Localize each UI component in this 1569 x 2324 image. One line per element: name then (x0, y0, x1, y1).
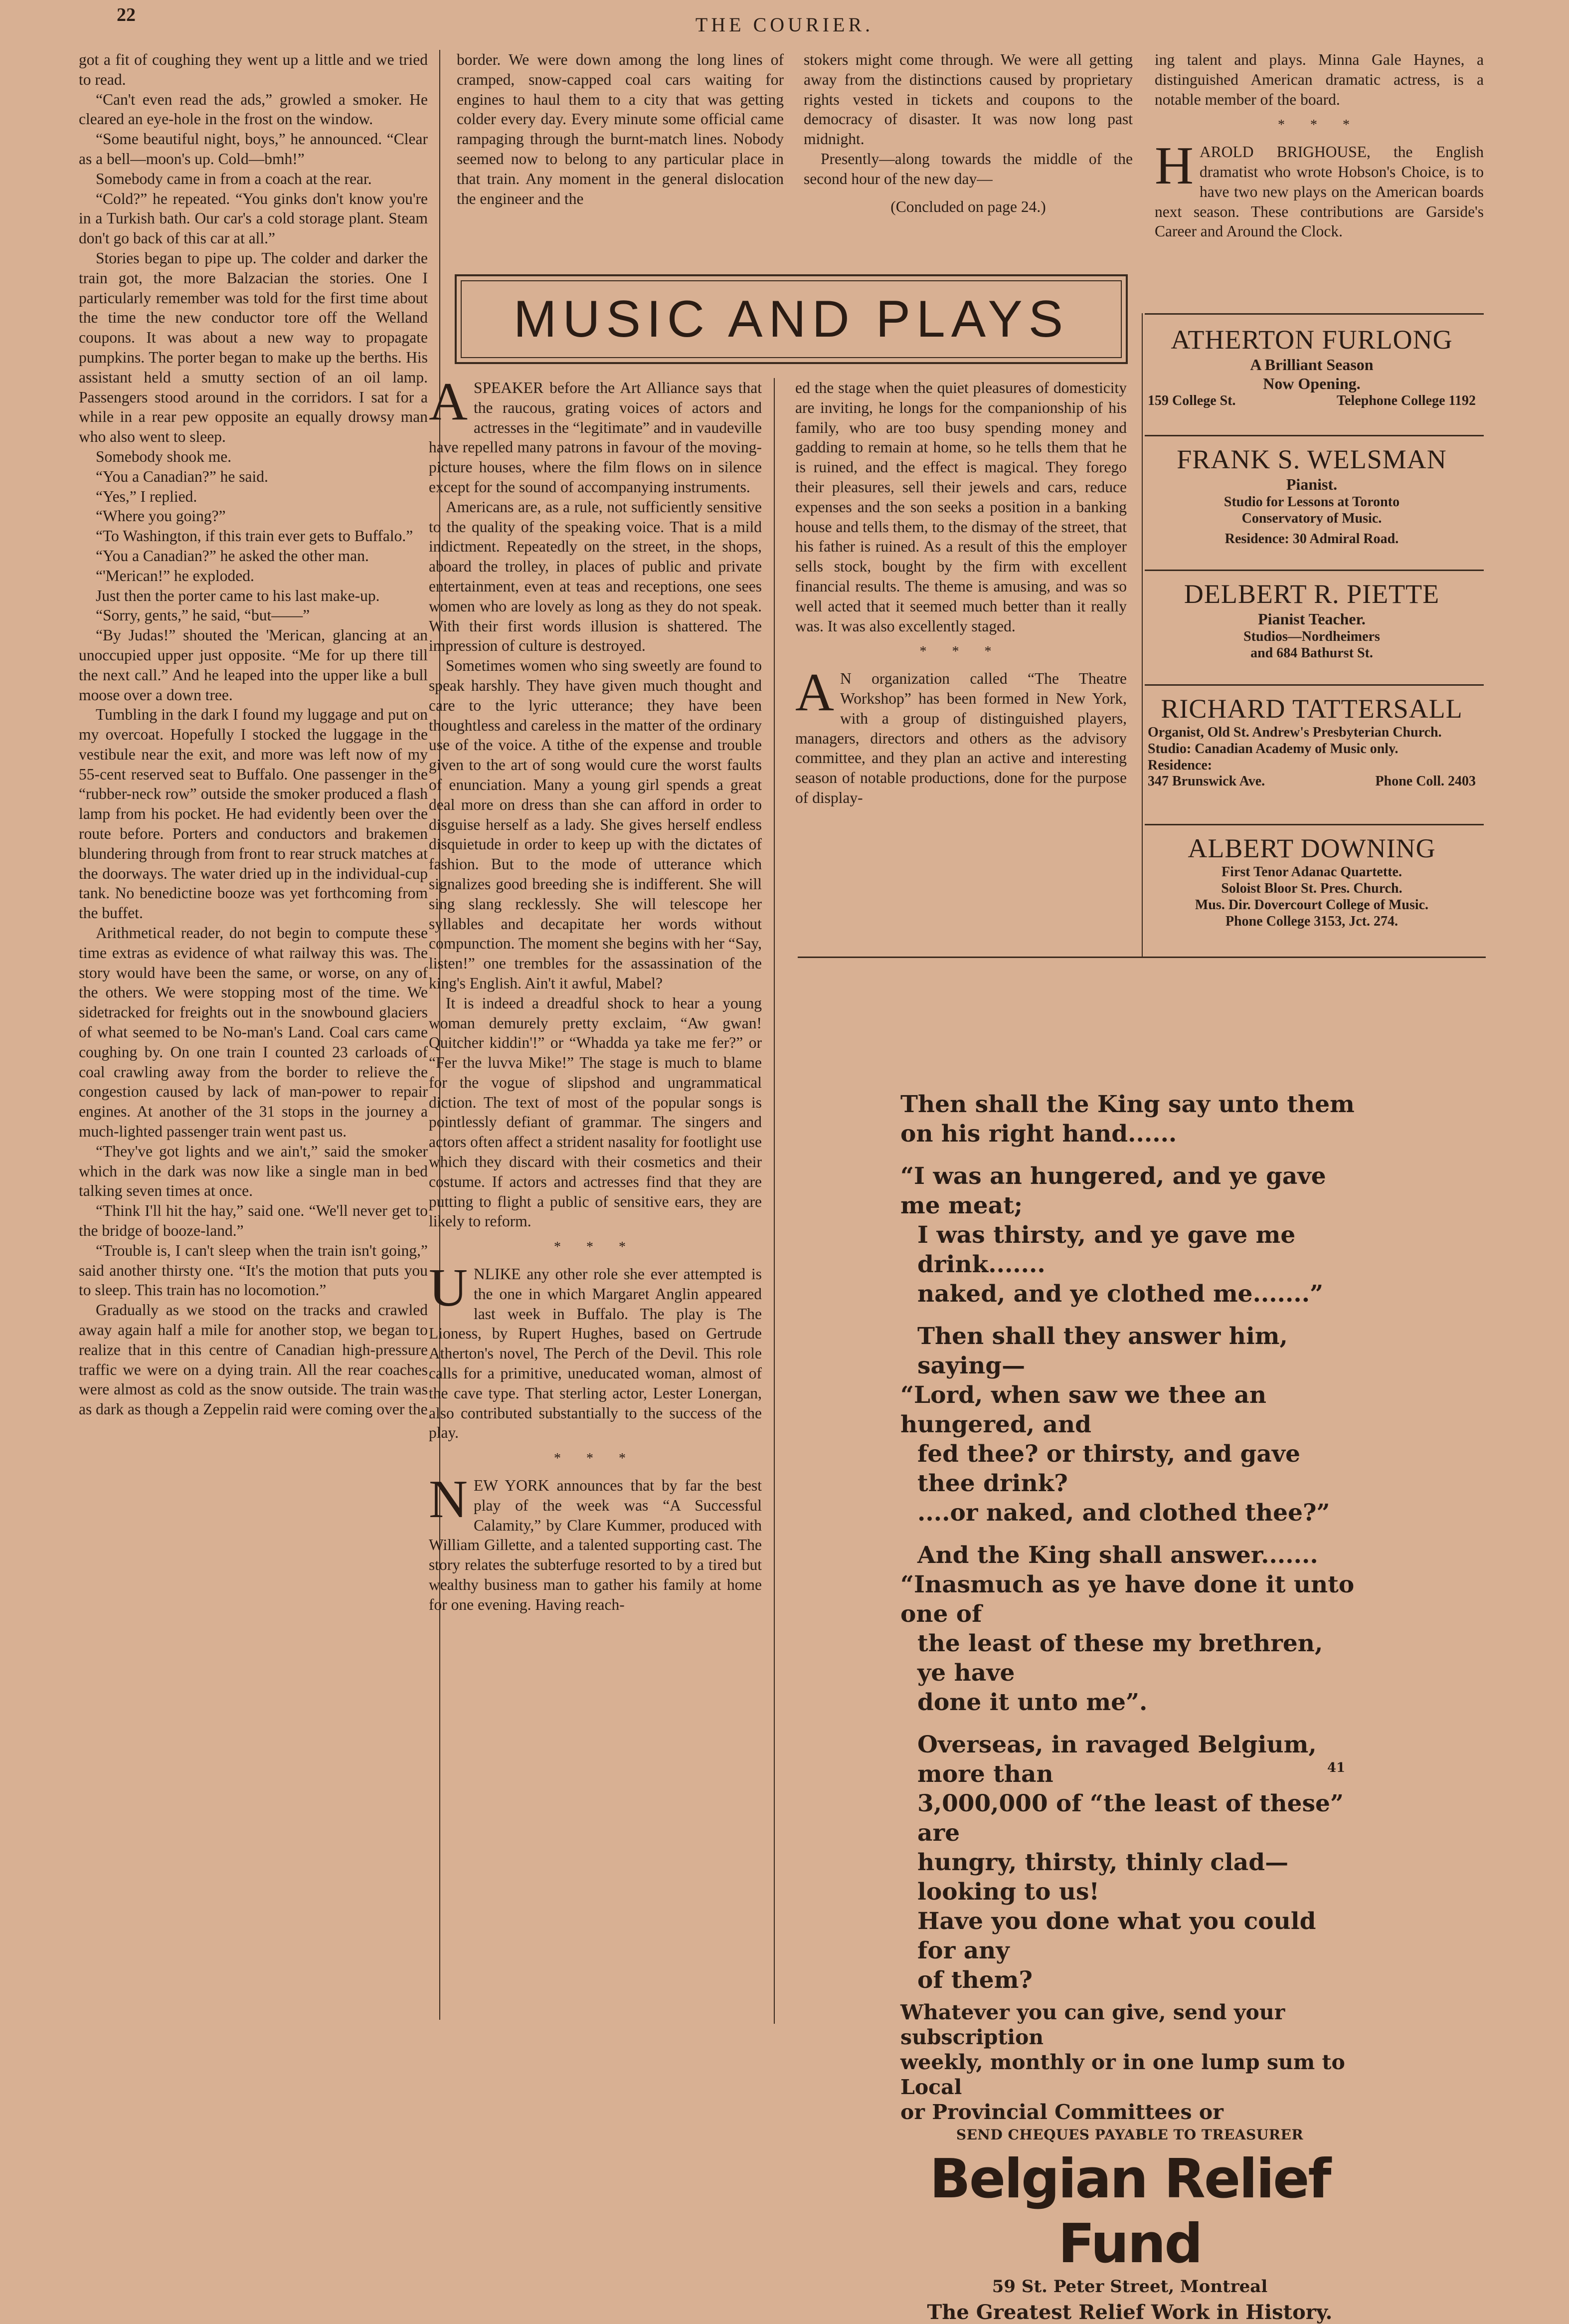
article-paragraph: “Some beautiful night, boys,” he announced. “Clear as a bell—moon's up. Cold—bmh!” (79, 130, 428, 168)
card-contact: 159 College St. (1148, 393, 1236, 408)
article-paragraph: “You a Canadian?” he said. (96, 467, 268, 485)
card-name: ATHERTON FURLONG (1171, 325, 1453, 355)
dropcap-paragraph (795, 663, 1127, 808)
card-name: DELBERT R. PIETTE (1184, 579, 1440, 609)
card-detail: Mus. Dir. Dovercourt College of Music. (1195, 897, 1429, 913)
card-detail: and 684 Bathurst St. (1250, 645, 1373, 661)
article-paragraph: Sometimes women who sing sweetly are found to speak harshly. They have given much thought and care to the lyric utterance; they have been thoughtless and careless in the matter of the ordinary use of the voice. A tithe of the expense and trouble given to the art of song would cure the worst faults of enunciation. Many a young girl spends a great deal more on dress than she can afford in order to disguise herself as a lady. She gives herself endless disquietude in order to keep up with the dictates of fashion. But to the mode of utterance which signalizes good breeding she is indifferent. She will sing slang recklessly. She will telescope her syllables and decapitate her words without compunction. The moment she begins with her “Say, listen!” one trembles for the assassination of the king's English. Ain't it awful, Mabel? (429, 657, 762, 992)
newspaper-name: THE COURIER. (695, 13, 874, 36)
card-detail: Conservatory of Music. (1241, 511, 1382, 526)
dropcap-text: SPEAKER before the Art Alliance says that the raucous, grating voices of actors and actresses in the “legitimate” and in vaudeville have repelled many patrons in favour of the moving-picture houses, where the film flows on in silence except for the sound of accompanying instruments. (429, 379, 762, 496)
section-separator: * * * (554, 1451, 637, 1467)
card-contact: Phone Coll. 2403 (1375, 774, 1476, 789)
card-divider (1145, 684, 1484, 686)
fund-name: Belgian Relief Fund (929, 2148, 1330, 2275)
article-paragraph: Just then the porter came to his last make-up. (96, 586, 380, 604)
card-contact-row (1145, 774, 1479, 789)
professional-card (1145, 579, 1479, 661)
section-separator: * * * (554, 1239, 637, 1255)
ad-line: And the King shall answer....... (917, 1542, 1318, 1569)
fund-address: 59 St. Peter Street, Montreal (992, 2277, 1268, 2297)
music-column-divider (774, 378, 775, 2024)
cards-divider (1142, 313, 1143, 957)
article-paragraph: It is indeed a dreadful shock to hear a young woman demurely pretty exclaim, “Aw gwan! Quitcher kiddin'!” or “Whadda ya take me fer?” or “Fer the luvva Mike!” The stage is much to blame for the vogue of slipshod and ungrammatical diction. The text of most of the popular songs is pointlessly defiant of grammar. The singers and actors often affect a strident nasality for footlight use which they discard with their cosmetics and their costume. If actors and actresses find that they are putting to flight a public of sensitive ears, they are likely to reform. (429, 994, 762, 1230)
continued-notice: (Concluded on page 24.) (890, 197, 1046, 215)
section-title: MUSIC AND PLAYS (513, 290, 1069, 348)
column-4-notes (1155, 50, 1484, 241)
article-paragraph: stokers might come through. We were all getting away from the distinctions caused by proprietary rights vested in tickets and coupons to the democracy of disaster. It was now long past midnight. (804, 51, 1133, 148)
article-paragraph: Somebody shook me. (96, 447, 232, 465)
article-paragraph: “'Merican!” he exploded. (96, 567, 254, 584)
music-and-plays-inner-frame (461, 280, 1122, 358)
page-number: 22 (117, 4, 136, 25)
ad-line: I was thirsty, and ye gave me drink....... (917, 1221, 1296, 1278)
ad-line: ....or naked, and clothed thee?” (917, 1499, 1330, 1527)
section-separator: * * * (1278, 117, 1361, 133)
ad-line: hungry, thirsty, thinly clad—looking to us! (917, 1849, 1289, 1906)
article-paragraph: “Can't even read the ads,” growled a smoker. He cleared an eye-hole in the frost on the window. (79, 90, 428, 128)
dropcap-text: NLIKE any other role she ever attempted is the one in which Margaret Anglin appeared last week in Buffalo. The play is The Lioness, by Rupert Hughes, based on Gertrude Atherton's novel, The Perch of the Devil. This role calls for a primitive, uneducated woman, almost of the cave type. That sterling actor, Lester Lonergan, also contributed substantially to the success of the play. (429, 1265, 762, 1442)
article-paragraph: “Trouble is, I can't sleep when the train isn't going,” said another thirsty one. “It's the motion that puts you to sleep. This train has no locomotion.” (79, 1241, 428, 1299)
cheques-instruction: SEND CHEQUES PAYABLE TO TREASURER (956, 2127, 1304, 2143)
card-line: A Brilliant Season (1250, 356, 1374, 374)
card-name: RICHARD TATTERSALL (1161, 694, 1463, 724)
professional-card (1145, 444, 1479, 547)
card-divider (1145, 435, 1484, 436)
ad-top-rule (798, 957, 1486, 958)
drop-cap-letter: U (429, 1258, 468, 1318)
music-column-b (795, 378, 1127, 808)
dropcap-paragraph (429, 1258, 762, 1443)
article-paragraph: “They've got lights and we ain't,” said the smoker which in the dark was now like a single man in bed talking seven times at once. (79, 1142, 428, 1200)
card-detail: Phone College 3153, Jct. 274. (1225, 914, 1398, 929)
card-contact: Telephone College 1192 (1337, 393, 1476, 408)
ad-line: Then shall the King say unto them (900, 1091, 1355, 1118)
column-3-article-continuation (804, 50, 1133, 216)
card-residence: Residence: 30 Admiral Road. (1224, 531, 1399, 547)
ad-line: “Lord, when saw we thee an hungered, and (900, 1381, 1266, 1438)
ad-line: done it unto me”. (917, 1689, 1148, 1716)
ad-line: naked, and ye clothed me.......” (917, 1280, 1324, 1308)
article-paragraph: ed the stage when the quiet pleasures of domesticity are inviting, he longs for the companionship of his family, who are too busy spending money and gadding to remain at home, so he tells them that he is ruined, and the effect is magical. They forego their pleasures, sell their jewels and cars, reduce expenses and the son seeks a position in a banking house and tells them, to the dismay of the street, that his father is ruined. As a result of this the employer sells stock, bought by the firm with excellent financial results. The theme is amusing, and was so well acted that it seemed much better than it really was. It was also excellently staged. (795, 379, 1127, 635)
dropcap-text: EW YORK announces that by far the best play of the week was “A Successful Calamity,” by Clare Kummer, produced with William Gillette, and a talented supporting cast. The story relates the subterfuge resorted to by a tired but wealthy business man to gather his family at home for one evening. Having reach- (429, 1477, 762, 1613)
ad-line: of them? (917, 1966, 1033, 1994)
ad-line: “I was an hungered, and ye gave me meat; (900, 1162, 1326, 1219)
professional-card (1145, 833, 1479, 930)
card-divider (1145, 824, 1484, 825)
column-2-article-continuation (457, 50, 784, 208)
drop-cap-letter: A (795, 663, 834, 723)
ad-line: 3,000,000 of “the least of these” are (917, 1790, 1344, 1847)
music-and-plays-header-box (455, 274, 1128, 364)
music-column-a (429, 372, 762, 1615)
card-detail: First Tenor Adanac Quartette. (1221, 864, 1402, 880)
drop-cap-letter: A (429, 372, 468, 431)
dropcap-text: N organization called “The Theatre Workshop” has been formed in New York, with a group of distinguished players, managers, directors and others as the advisory committee, and they plan an active and interesting season of notable productions, done for the purpose of display- (795, 670, 1127, 806)
article-paragraph: Presently—along towards the middle of the second hour of the new day— (804, 150, 1133, 188)
dropcap-paragraph (429, 372, 762, 497)
article-paragraph: got a fit of coughing they went up a little and we tried to read. (79, 51, 428, 88)
ad-line: the least of these my brethren, ye have (917, 1630, 1323, 1687)
section-separator: * * * (919, 644, 1003, 660)
ad-line: “Inasmuch as ye have done it unto one of (900, 1571, 1355, 1628)
article-paragraph: Tumbling in the dark I found my luggage and put on my overcoat. Hopefully I stocked the luggage in the vestibule near the exit, and more was left now of my 55-cent reserved seat to Buffalo. One passenger in the “rubber-neck row” outside the smoker produced a flash lamp from his pocket. He had evidently been over the route before. Porters and conductors and brakemen blundering through from front to rear struck matches at the doorways. The water dried up in the individual-cup tank. No benedictine booze was yet forthcoming from the buffet. (79, 706, 428, 922)
article-paragraph: “By Judas!” shouted the 'Merican, glancing at an unoccupied upper just opposite. “Me for up there till the next call.” And he leaped into the upper like a bull moose over a down tree. (79, 626, 428, 704)
article-paragraph: “Sorry, gents,” he said, “but——” (96, 606, 310, 624)
ad-line: Overseas, in ravaged Belgium, more than (917, 1731, 1317, 1788)
dropcap-paragraph (1155, 136, 1484, 241)
drop-cap-letter: N (429, 1470, 468, 1530)
ad-line: Then shall they answer him, saying— (917, 1323, 1288, 1379)
card-line: Studio: Canadian Academy of Music only. (1148, 741, 1398, 757)
article-paragraph: Gradually as we stood on the tracks and crawled away again half a mile for another stop, we began to realize that in this centre of Canadian high-pressure traffic we were on a dying train. All the rear coaches were almost as cold as the snow outside. The train was as dark as though a Zeppelin raid were coming over the (79, 1301, 428, 1418)
article-paragraph: Stories began to pipe up. The colder and darker the train got, the more Balzacian the stories. One I particularly remember was told for the first time about the time the new conductor tore off the Welland coupons. It was about a new way to propagate pumpkins. The porter began to make up the berths. His assistant held a smutty section of an oil lamp. Passengers stood around in the corridors. I sat for a while in a rear pew opposite an equally drowsy man who also went to sleep. (79, 249, 428, 446)
ad-line: or Provincial Committees or (900, 2100, 1223, 2124)
article-paragraph: Americans are, as a rule, not sufficiently sensitive to the quality of the speaking voice. That is a mild indictment. Repeatedly on the street, in the shops, aboard the trolley, in places of public and private entertainment, even at teas and receptions, one sees women who are lovely as long as they do not speak. With their first words illusion is shattered. The impression of culture is destroyed. (429, 498, 762, 655)
ad-line: Whatever you can give, send your subscription (900, 2000, 1285, 2049)
article-paragraph: Somebody came in from a coach at the rear. (96, 170, 372, 188)
drop-cap-letter: H (1155, 136, 1194, 196)
card-line: Now Opening. (1263, 375, 1361, 392)
ad-line: fed thee? or thirsty, and gave thee drink? (917, 1440, 1300, 1497)
article-paragraph: “You a Canadian?” he asked the other man. (96, 547, 369, 565)
professional-card (1145, 693, 1479, 789)
card-line: Organist, Old St. Andrew's Presbyterian Church. (1148, 725, 1442, 740)
card-line: Pianist. (1286, 475, 1338, 493)
article-paragraph: “To Washington, if this train ever gets to Buffalo.” (96, 527, 413, 545)
card-detail: Studio for Lessons at Toronto (1223, 494, 1400, 510)
ad-line: Have you done what you could for any (917, 1908, 1316, 1964)
article-paragraph: Arithmetical reader, do not begin to compute these time extras as evidence of what railway this was. The story would have been the same, or worse, on any of the others. We were stopping most of the time. We sidetracked for freights out in the snowbound glaciers of what seemed to be No-man's Land. Coal cars came coughing by. On one train I counted 23 carloads of coal crawling away from the border to relieve the congestion caused by lack of man-power to repair engines. At another of the 31 stops in the journey a much-lighted passenger train went past us. (79, 924, 428, 1141)
dropcap-paragraph (429, 1470, 762, 1615)
belgian-relief-fund-ad (900, 1090, 1359, 2324)
article-paragraph: “Where you going?” (96, 507, 226, 525)
card-line: Pianist Teacher. (1258, 610, 1366, 628)
card-contact: 347 Brunswick Ave. (1148, 774, 1265, 789)
article-paragraph: ing talent and plays. Minna Gale Haynes, a distinguished American dramatic actress, is a notable member of the board. (1155, 51, 1484, 108)
ad-line: weekly, monthly or in one lump sum to Local (900, 2050, 1345, 2099)
article-paragraph: “Cold?” he repeated. “You ginks don't know you're in a Turkish bath. Our car's a cold storage plant. Steam don't go back of this car at all.” (79, 190, 428, 247)
dropcap-text: AROLD BRIGHOUSE, the English dramatist who wrote Hobson's Choice, is to have two new plays on the American boards next season. These contributions are Garside's Career and Around the Clock. (1155, 143, 1484, 240)
card-name: ALBERT DOWNING (1188, 833, 1436, 863)
article-paragraph: border. We were down among the long lines of cramped, snow-capped coal cars waiting for engines to haul them to a city that was getting colder every day. Every minute some official came rampaging through the burnt-match lines. Nobody seemed now to belong to any particular place in that train. Any moment in the general dislocation the engineer and the (457, 51, 784, 207)
ad-marker: 41 (1327, 1760, 1346, 1775)
article-paragraph: “Think I'll hit the hay,” said one. “We'll never get to the bridge of booze-land.” (79, 1202, 428, 1240)
card-contact-row (1145, 393, 1479, 409)
card-line: Residence: (1148, 758, 1213, 773)
cards-top-rule (1145, 313, 1484, 315)
page-header (0, 4, 1569, 39)
card-detail: Soloist Bloor St. Pres. Church. (1221, 881, 1402, 896)
professional-card (1145, 324, 1479, 409)
card-name: FRANK S. WELSMAN (1177, 444, 1447, 474)
column-1-article (79, 50, 428, 1419)
card-detail: Studios—Nordheimers (1243, 629, 1380, 644)
card-divider (1145, 570, 1484, 571)
ad-line: on his right hand...... (900, 1120, 1177, 1148)
fund-tagline: The Greatest Relief Work in History. (927, 2301, 1333, 2324)
article-paragraph: “Yes,” I replied. (96, 487, 197, 505)
